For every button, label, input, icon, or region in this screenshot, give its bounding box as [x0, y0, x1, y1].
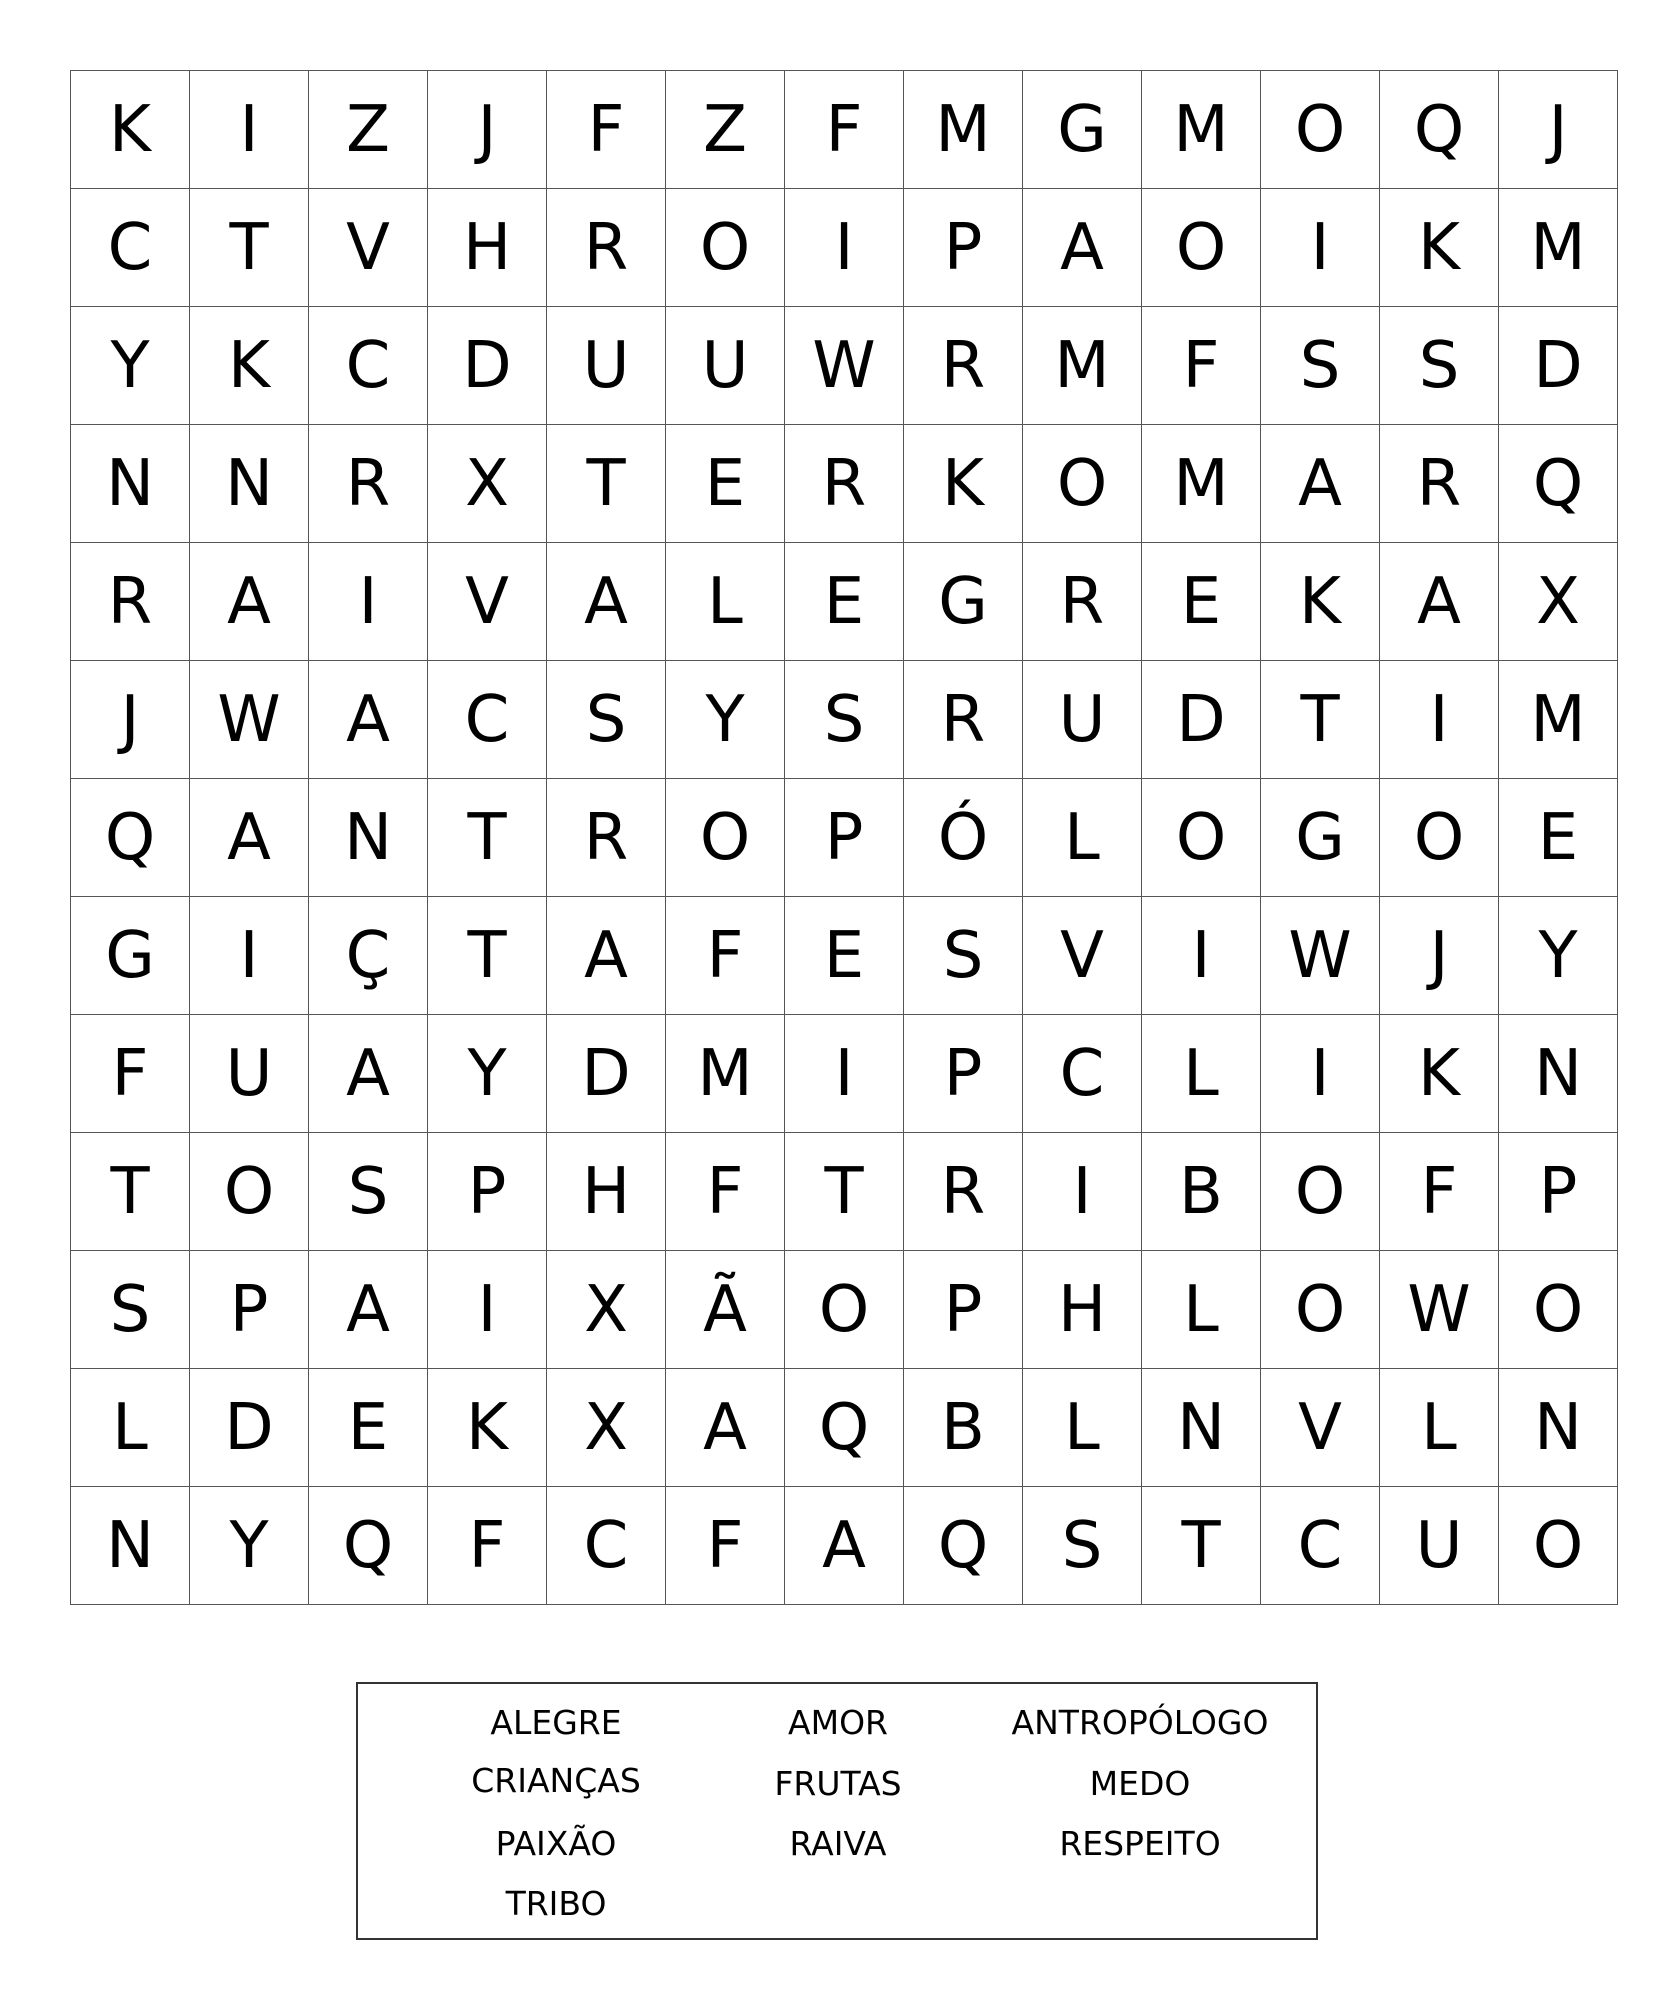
grid-cell[interactable]: K [1380, 1015, 1499, 1133]
word-list-item: ALEGRE [490, 1703, 622, 1742]
grid-cell[interactable]: Y [1499, 897, 1618, 1015]
grid-cell[interactable]: W [785, 307, 904, 425]
grid-cell[interactable]: O [1261, 71, 1380, 189]
word-list-box [356, 1682, 1318, 1940]
word-list-item: RAIVA [789, 1824, 887, 1863]
grid-cell[interactable]: Q [1499, 425, 1618, 543]
grid-cell[interactable]: D [190, 1369, 309, 1487]
grid-cell[interactable]: H [428, 189, 547, 307]
grid-cell[interactable]: Q [71, 779, 190, 897]
grid-cell[interactable]: W [190, 661, 309, 779]
grid-cell[interactable]: G [904, 543, 1023, 661]
grid-cell[interactable]: Y [428, 1015, 547, 1133]
grid-cell[interactable]: J [428, 71, 547, 189]
grid-cell[interactable]: M [1499, 661, 1618, 779]
grid-row [71, 425, 1618, 543]
grid-cell[interactable]: V [1261, 1369, 1380, 1487]
grid-cell[interactable]: W [1261, 897, 1380, 1015]
grid-cell[interactable]: X [547, 1251, 666, 1369]
word-list-item: CRIANÇAS [471, 1761, 641, 1800]
grid-cell[interactable]: O [1261, 1133, 1380, 1251]
grid-cell[interactable]: V [428, 543, 547, 661]
grid-row [71, 661, 1618, 779]
grid-cell[interactable]: R [1023, 543, 1142, 661]
grid-cell[interactable]: O [1261, 1251, 1380, 1369]
grid-row [71, 897, 1618, 1015]
grid-cell[interactable]: X [428, 425, 547, 543]
grid-cell[interactable]: A [547, 543, 666, 661]
grid-cell[interactable]: Ã [666, 1251, 785, 1369]
word-search-grid [70, 70, 1618, 1605]
grid-cell[interactable]: T [1261, 661, 1380, 779]
grid-cell[interactable]: L [666, 543, 785, 661]
grid-cell[interactable]: S [71, 1251, 190, 1369]
grid-cell[interactable]: I [1261, 189, 1380, 307]
grid-cell[interactable]: V [1023, 897, 1142, 1015]
grid-cell[interactable]: F [71, 1015, 190, 1133]
grid-cell[interactable]: R [547, 779, 666, 897]
grid-cell[interactable]: R [547, 189, 666, 307]
grid-cell[interactable]: Y [666, 661, 785, 779]
grid-cell[interactable]: Z [666, 71, 785, 189]
grid-cell[interactable]: J [1380, 897, 1499, 1015]
grid-cell[interactable]: G [1261, 779, 1380, 897]
grid-cell[interactable]: Y [190, 1487, 309, 1605]
grid-cell[interactable]: A [666, 1369, 785, 1487]
grid-cell[interactable]: J [71, 661, 190, 779]
grid-cell[interactable]: L [1142, 1251, 1261, 1369]
grid-cell[interactable]: P [904, 1251, 1023, 1369]
grid-cell[interactable]: C [71, 189, 190, 307]
grid-cell[interactable]: P [428, 1133, 547, 1251]
grid-cell[interactable]: I [785, 1015, 904, 1133]
grid-cell[interactable]: P [904, 189, 1023, 307]
grid-cell[interactable]: A [309, 1015, 428, 1133]
grid-cell[interactable]: O [190, 1133, 309, 1251]
grid-cell[interactable]: Y [71, 307, 190, 425]
grid-cell[interactable]: A [785, 1487, 904, 1605]
word-list-item: ANTROPÓLOGO [1011, 1703, 1269, 1742]
grid-cell[interactable]: M [1023, 307, 1142, 425]
word-list-item: PAIXÃO [495, 1824, 617, 1863]
grid-cell[interactable]: A [1261, 425, 1380, 543]
grid-cell[interactable]: L [1023, 1369, 1142, 1487]
grid-row [71, 1133, 1618, 1251]
grid-cell[interactable]: O [666, 189, 785, 307]
grid-cell[interactable]: S [904, 897, 1023, 1015]
grid-cell[interactable]: N [309, 779, 428, 897]
grid-cell[interactable]: N [71, 1487, 190, 1605]
grid-cell[interactable]: A [190, 779, 309, 897]
grid-cell[interactable]: T [71, 1133, 190, 1251]
grid-cell[interactable]: K [190, 307, 309, 425]
grid-cell[interactable]: T [785, 1133, 904, 1251]
grid-row [71, 189, 1618, 307]
grid-cell[interactable]: I [190, 71, 309, 189]
grid-cell[interactable]: R [785, 425, 904, 543]
grid-cell[interactable]: M [1142, 71, 1261, 189]
grid-cell[interactable]: R [309, 425, 428, 543]
grid-cell[interactable]: E [309, 1369, 428, 1487]
grid-cell[interactable]: I [1142, 897, 1261, 1015]
grid-cell[interactable]: M [1142, 425, 1261, 543]
grid-cell[interactable]: M [904, 71, 1023, 189]
grid-cell[interactable]: T [1142, 1487, 1261, 1605]
grid-cell[interactable]: D [547, 1015, 666, 1133]
grid-cell[interactable]: K [71, 71, 190, 189]
grid-cell[interactable]: A [1023, 189, 1142, 307]
grid-cell[interactable]: S [1261, 307, 1380, 425]
grid-cell[interactable]: P [785, 779, 904, 897]
grid-cell[interactable]: Q [904, 1487, 1023, 1605]
grid-cell[interactable]: T [190, 189, 309, 307]
grid-cell[interactable]: I [190, 897, 309, 1015]
grid-cell[interactable]: O [1499, 1251, 1618, 1369]
grid-cell[interactable]: I [1023, 1133, 1142, 1251]
grid-cell[interactable]: O [1142, 779, 1261, 897]
grid-cell[interactable]: A [309, 661, 428, 779]
grid-cell[interactable]: E [1499, 779, 1618, 897]
grid-cell[interactable]: U [1380, 1487, 1499, 1605]
grid-cell[interactable]: N [1499, 1369, 1618, 1487]
grid-cell[interactable]: L [71, 1369, 190, 1487]
word-list-item: TRIBO [505, 1884, 607, 1923]
word-list-item: FRUTAS [774, 1764, 902, 1803]
grid-cell[interactable]: O [785, 1251, 904, 1369]
grid-cell[interactable]: R [904, 307, 1023, 425]
grid-row [71, 71, 1618, 189]
grid-cell[interactable]: M [666, 1015, 785, 1133]
grid-row [71, 779, 1618, 897]
grid-cell[interactable]: O [1380, 779, 1499, 897]
grid-cell[interactable]: A [1380, 543, 1499, 661]
grid-cell[interactable]: O [1142, 189, 1261, 307]
grid-cell[interactable]: D [1499, 307, 1618, 425]
grid-cell[interactable]: T [547, 425, 666, 543]
grid-cell[interactable]: F [547, 71, 666, 189]
grid-cell[interactable]: N [1142, 1369, 1261, 1487]
grid-cell[interactable]: L [1023, 779, 1142, 897]
grid-row [71, 307, 1618, 425]
grid-row [71, 1015, 1618, 1133]
grid-cell[interactable]: Ç [309, 897, 428, 1015]
grid-cell[interactable]: R [1380, 425, 1499, 543]
grid-cell[interactable]: U [547, 307, 666, 425]
grid-cell[interactable]: B [904, 1369, 1023, 1487]
grid-cell[interactable]: L [1380, 1369, 1499, 1487]
grid-row [71, 1369, 1618, 1487]
grid-cell[interactable]: U [1023, 661, 1142, 779]
grid-cell[interactable]: S [309, 1133, 428, 1251]
grid-cell[interactable]: A [190, 543, 309, 661]
grid-cell[interactable]: F [666, 1487, 785, 1605]
grid-cell[interactable]: F [785, 71, 904, 189]
grid-cell[interactable]: H [547, 1133, 666, 1251]
grid-cell[interactable]: R [904, 1133, 1023, 1251]
grid-cell[interactable]: H [1023, 1251, 1142, 1369]
grid-cell[interactable]: P [1499, 1133, 1618, 1251]
grid-cell[interactable]: G [1023, 71, 1142, 189]
grid-cell[interactable]: M [1499, 189, 1618, 307]
grid-cell[interactable]: A [547, 897, 666, 1015]
grid-cell[interactable]: N [1499, 1015, 1618, 1133]
grid-cell[interactable]: E [785, 543, 904, 661]
grid-cell[interactable]: F [1380, 1133, 1499, 1251]
grid-cell[interactable]: D [1142, 661, 1261, 779]
grid-cell[interactable]: O [1499, 1487, 1618, 1605]
grid-cell[interactable]: Ó [904, 779, 1023, 897]
grid-cell[interactable]: F [666, 1133, 785, 1251]
grid-cell[interactable]: I [1261, 1015, 1380, 1133]
grid-cell[interactable]: J [1499, 71, 1618, 189]
grid-cell[interactable]: D [428, 307, 547, 425]
grid-cell[interactable]: G [71, 897, 190, 1015]
grid-cell[interactable]: A [309, 1251, 428, 1369]
grid-cell[interactable]: P [190, 1251, 309, 1369]
grid-cell[interactable]: I [428, 1251, 547, 1369]
grid-cell[interactable]: K [428, 1369, 547, 1487]
grid-cell[interactable]: Q [785, 1369, 904, 1487]
grid-cell[interactable]: N [71, 425, 190, 543]
grid-cell[interactable]: V [309, 189, 428, 307]
grid-cell[interactable]: I [785, 189, 904, 307]
grid-cell[interactable]: I [309, 543, 428, 661]
grid-cell[interactable]: S [785, 661, 904, 779]
grid-cell[interactable]: U [666, 307, 785, 425]
grid-cell[interactable]: B [1142, 1133, 1261, 1251]
grid-cell[interactable]: F [1142, 307, 1261, 425]
grid-cell[interactable]: S [1380, 307, 1499, 425]
grid-cell[interactable]: E [785, 897, 904, 1015]
grid-cell[interactable]: R [71, 543, 190, 661]
grid-cell[interactable]: K [904, 425, 1023, 543]
grid-cell[interactable]: K [1261, 543, 1380, 661]
grid-cell[interactable]: T [428, 897, 547, 1015]
grid-cell[interactable]: L [1142, 1015, 1261, 1133]
grid-cell[interactable]: X [547, 1369, 666, 1487]
grid-cell[interactable]: F [666, 897, 785, 1015]
grid-cell[interactable]: Z [309, 71, 428, 189]
grid-cell[interactable]: R [904, 661, 1023, 779]
grid-cell[interactable]: O [666, 779, 785, 897]
grid-cell[interactable]: E [1142, 543, 1261, 661]
grid-row [71, 1487, 1618, 1605]
grid-cell[interactable]: T [428, 779, 547, 897]
grid-cell[interactable]: O [1023, 425, 1142, 543]
word-list-item: AMOR [788, 1703, 888, 1742]
grid-cell[interactable]: C [309, 307, 428, 425]
grid-cell[interactable]: S [1023, 1487, 1142, 1605]
grid-cell[interactable]: I [1380, 661, 1499, 779]
grid-cell[interactable]: C [1023, 1015, 1142, 1133]
grid-row [71, 1251, 1618, 1369]
grid-cell[interactable]: N [190, 425, 309, 543]
grid-cell[interactable]: P [904, 1015, 1023, 1133]
grid-cell[interactable]: X [1499, 543, 1618, 661]
grid-cell[interactable]: W [1380, 1251, 1499, 1369]
grid-cell[interactable]: E [666, 425, 785, 543]
grid-cell[interactable]: Q [1380, 71, 1499, 189]
grid-cell[interactable]: S [547, 661, 666, 779]
word-list-item: MEDO [1089, 1764, 1191, 1803]
grid-cell[interactable]: U [190, 1015, 309, 1133]
grid-cell[interactable]: C [547, 1487, 666, 1605]
grid-row [71, 543, 1618, 661]
grid-cell[interactable]: C [428, 661, 547, 779]
word-list-item: RESPEITO [1059, 1824, 1221, 1863]
grid-body [71, 71, 1618, 1605]
grid-cell[interactable]: Q [309, 1487, 428, 1605]
grid-cell[interactable]: K [1380, 189, 1499, 307]
grid-cell[interactable]: C [1261, 1487, 1380, 1605]
grid-cell[interactable]: F [428, 1487, 547, 1605]
